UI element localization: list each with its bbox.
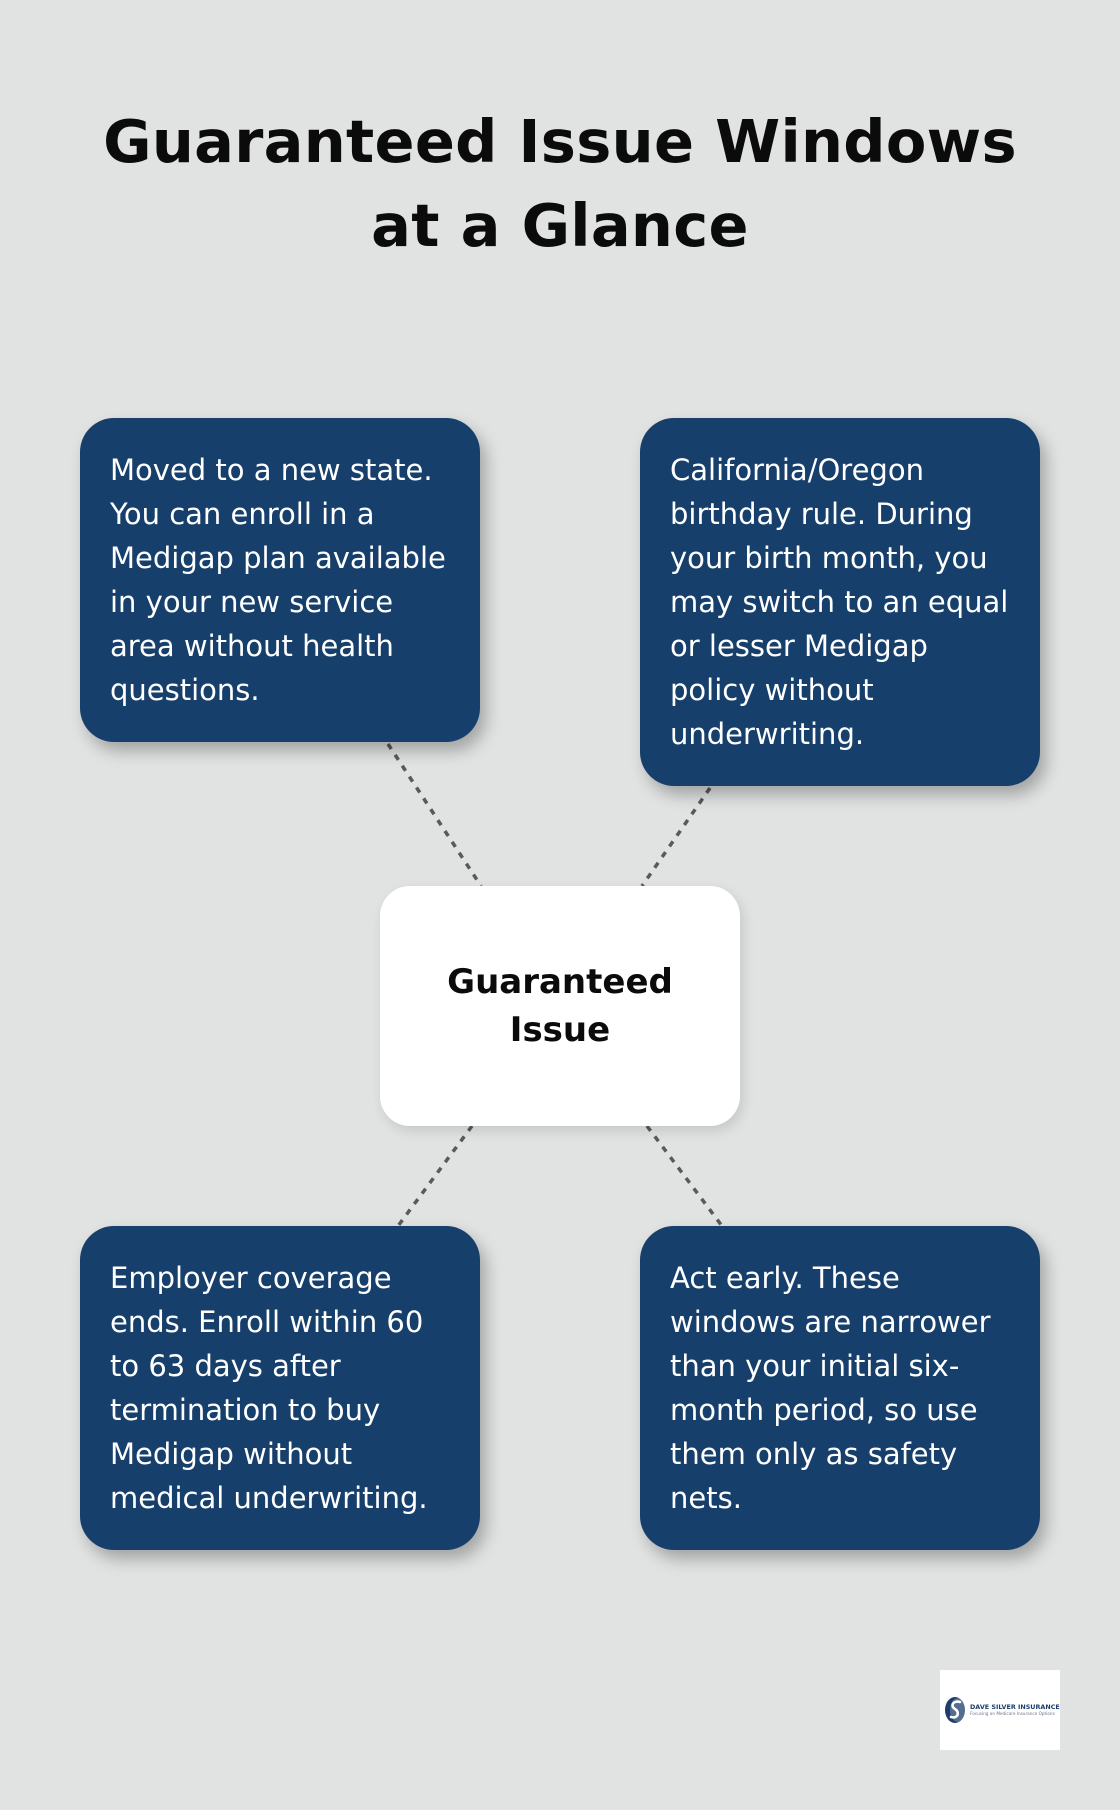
hub-label: Guaranteed Issue [447, 962, 673, 1050]
connector-bottom-right [647, 1126, 722, 1226]
company-logo [940, 1670, 1060, 1750]
card-text: California/Oregon birthday rule. During your birth month, you may switch to an equal or lesser Medigap policy without underwriting. [670, 453, 1009, 751]
logo-tagline: Focusing on Medicare Insurance Options [970, 1711, 1055, 1717]
card-text: Moved to a new state. You can enroll in a Medigap plan available in your new service area without health questions. [110, 453, 446, 707]
card-text: Employer coverage ends. Enroll within 60 to 63 days after termination to buy Medigap without medical underwriting. [110, 1261, 428, 1515]
logo-s-icon [944, 1694, 968, 1726]
card-moved-to-new-state [80, 418, 480, 742]
hub-node [380, 886, 740, 1126]
connector-top-left [388, 744, 481, 886]
card-employer-coverage-ends [80, 1226, 480, 1550]
logo-name: DAVE SILVER INSURANCE [970, 1702, 1060, 1711]
connector-top-right [642, 788, 710, 886]
connector-bottom-left [398, 1126, 472, 1226]
page-title: Guaranteed Issue Windows at a Glance [103, 107, 1017, 260]
card-text: Act early. These windows are narrower than your initial six-month period, so use them only as safety nets. [670, 1261, 991, 1515]
card-birthday-rule [640, 418, 1040, 786]
card-act-early [640, 1226, 1040, 1550]
